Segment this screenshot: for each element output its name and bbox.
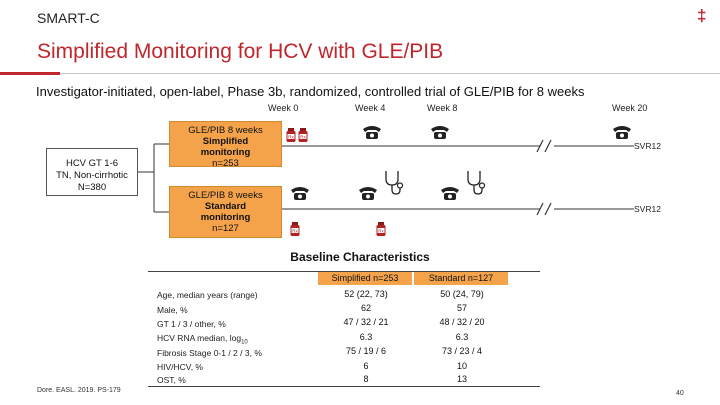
week-label-0: Week 0 [268, 103, 299, 113]
cell-standard-hiv: 10 [456, 361, 467, 371]
telephone-icon [362, 124, 382, 140]
arm-simplified-type: Simplified [202, 136, 249, 147]
arm-standard-box [169, 186, 282, 238]
week-label-4: Week 4 [355, 103, 386, 113]
svg-text:Rx: Rx [292, 228, 298, 234]
telephone-icon [430, 124, 450, 140]
cell-standard-ost: 13 [456, 374, 467, 384]
rx-bottle-icon [298, 128, 308, 142]
arm-simplified-monitoring: monitoring [200, 147, 251, 158]
baseline-title: Baseline Characteristics [290, 250, 430, 264]
cell-standard-genotype: 48 / 32 / 20 [439, 317, 485, 327]
dagger-mark: ‡ [697, 6, 707, 25]
slide-subtitle: Investigator-initiated, open-label, Phase 3b, randomized, controlled trial of GLE/PIB for 8 weeks [36, 84, 585, 99]
population-line-3: N=380 [77, 182, 107, 193]
rx-bottle-icon [290, 222, 300, 236]
telephone-icon [358, 185, 378, 201]
arm-standard-monitoring: monitoring [200, 212, 251, 223]
population-box [46, 148, 138, 196]
cell-simplified-hiv: 6 [363, 361, 369, 371]
row-label-male: Male, % [157, 305, 188, 315]
svg-text:Rx: Rx [300, 134, 306, 140]
arm-standard-n: n=127 [212, 223, 239, 234]
stethoscope-icon [382, 170, 404, 196]
row-label-genotype: GT 1 / 3 / other, % [157, 319, 226, 329]
cell-standard-age: 50 (24, 79) [440, 289, 484, 299]
telephone-icon [290, 185, 310, 201]
arm-simplified-n: n=253 [212, 158, 239, 169]
row-label-age: Age, median years (range) [157, 290, 258, 300]
row-label-fibrosis: Fibrosis Stage 0-1 / 2 / 3, % [157, 348, 262, 358]
telephone-icon [440, 185, 460, 201]
rx-bottle-icon [286, 128, 296, 142]
cell-standard-hcv-rna: 6.3 [455, 332, 469, 342]
section-label: SMART-C [37, 10, 100, 26]
cell-simplified-age: 52 (22, 73) [344, 289, 388, 299]
arm-simplified-regimen: GLE/PIB 8 weeks [188, 125, 263, 136]
row-label-hcv-rna: HCV RNA median, $\log_{10}$ [157, 333, 248, 346]
table-top-rule [148, 271, 540, 272]
arm-standard-type: Standard [204, 201, 247, 212]
stethoscope-icon [464, 170, 486, 196]
cell-simplified-ost: 8 [363, 374, 369, 384]
reference-footnote: Dore. EASL. 2019. PS-179 [37, 387, 121, 394]
page-number: 40 [676, 390, 684, 397]
svg-text:Rx: Rx [378, 228, 384, 234]
col-header-standard: Standard n=127 [414, 272, 508, 285]
population-line-1: HCV GT 1-6 [65, 158, 119, 169]
slide-title: Simplified Monitoring for HCV with GLE/PIB [37, 40, 444, 63]
col-header-simplified: Simplified n=253 [318, 272, 412, 285]
cell-simplified-male: 62 [360, 303, 371, 313]
endpoint-simplified: SVR12 [634, 141, 661, 151]
row-label-hiv: HIV/HCV, % [157, 362, 203, 372]
arm-standard-regimen: GLE/PIB 8 weeks [188, 190, 263, 201]
endpoint-standard: SVR12 [634, 204, 661, 214]
telephone-icon [612, 124, 632, 140]
cell-standard-fibrosis: 73 / 23 / 4 [441, 346, 483, 356]
cell-simplified-genotype: 47 / 32 / 21 [343, 317, 389, 327]
row-label-ost: OST, % [157, 375, 186, 385]
week-label-8: Week 8 [427, 103, 458, 113]
rx-bottle-icon [376, 222, 386, 236]
arm-simplified-box [169, 121, 282, 167]
population-line-2: TN, Non-cirrhotic [56, 170, 128, 181]
cell-simplified-fibrosis: 75 / 19 / 6 [345, 346, 387, 356]
cell-simplified-hcv-rna: 6.3 [359, 332, 373, 342]
cell-standard-male: 57 [456, 303, 467, 313]
week-label-20: Week 20 [612, 103, 648, 113]
table-bottom-rule [148, 386, 540, 387]
svg-text:Rx: Rx [288, 134, 294, 140]
